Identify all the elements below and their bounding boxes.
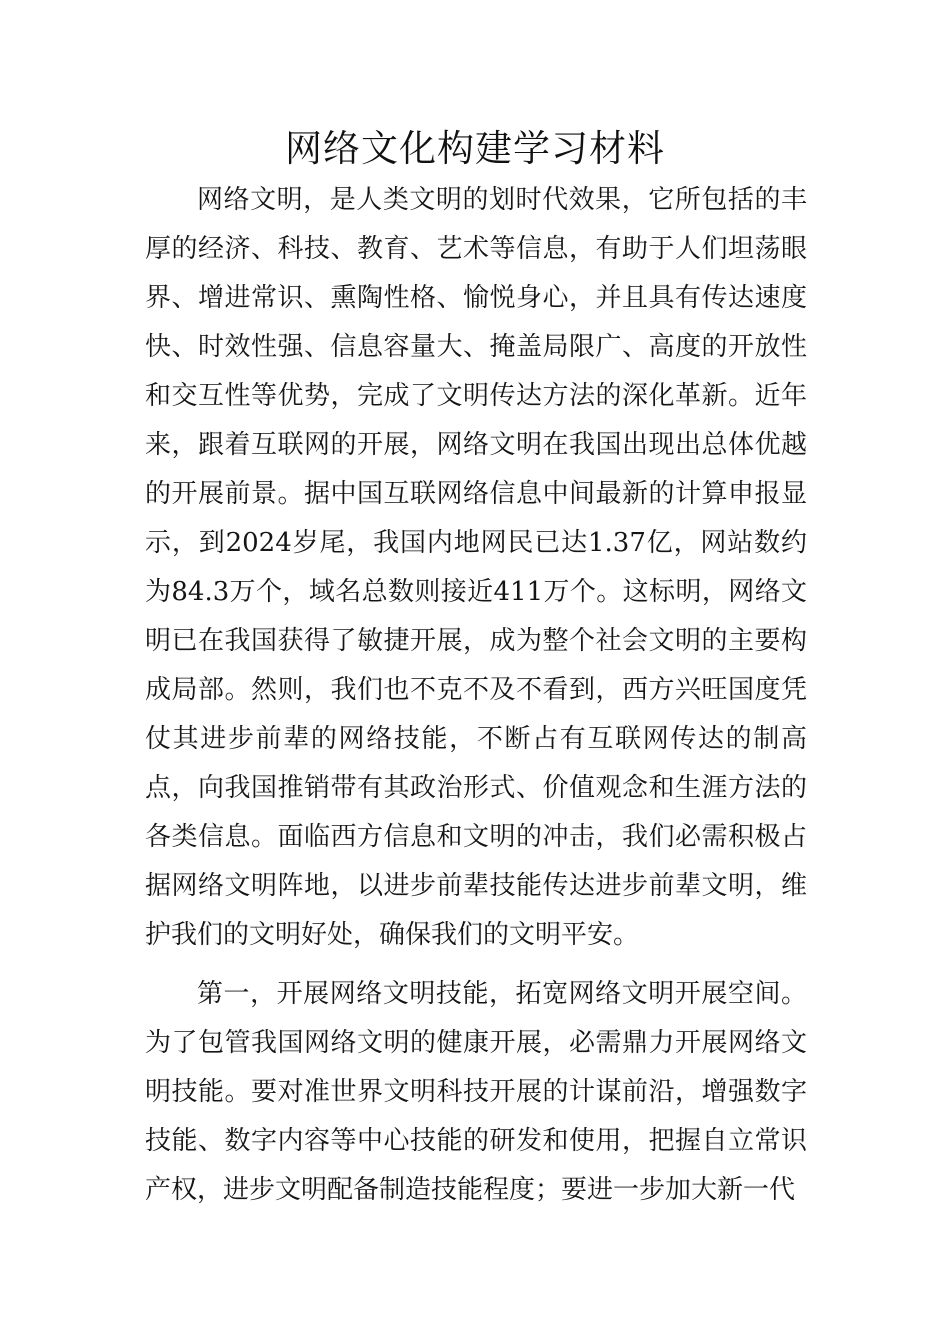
paragraph-2: 第一，开展网络文明技能，拓宽网络文明开展空间。为了包管我国网络文明的健康开展，必需鼎力开展网络文明技能。要对准世界文明科技开展的计谋前沿，增强数字技能、数字内容等中心技能的研发和使用，把握自立常识产权，进步文明配备制造技能程度；要进一步加大新一代 [145, 979, 807, 1205]
document-body-section-1 [145, 176, 807, 960]
document-title: 网络文化构建学习材料 [285, 127, 665, 170]
document-body-section-2 [145, 970, 807, 1215]
paragraph-1: 网络文明，是人类文明的划时代效果，它所包括的丰厚的经济、科技、教育、艺术等信息，有助于人们坦荡眼界、增进常识、熏陶性格、愉悦身心，并且具有传达速度快、时效性强、信息容量大、掩盖局限广、高度的开放性和交互性等优势，完成了文明传达方法的深化革新。近年来，跟着互联网的开展，网络文明在我国出现出总体优越的开展前景。据中国互联网络信息中间最新的计算申报显示，到2024岁尾，我国内地网民已达1.37亿，网站数约为84.3万个，域名总数则接近411万个。这标明，网络文明已在我国获得了敏捷开展，成为整个社会文明的主要构成局部。然则，我们也不克不及不看到，西方兴旺国度凭仗其进步前辈的网络技能，不断占有互联网传达的制高点，向我国推销带有其政治形式、价值观念和生涯方法的各类信息。面临西方信息和文明的冲击，我们必需积极占据网络文明阵地，以进步前辈技能传达进步前辈文明，维护我们的文明好处，确保我们的文明平安。 [145, 185, 807, 950]
